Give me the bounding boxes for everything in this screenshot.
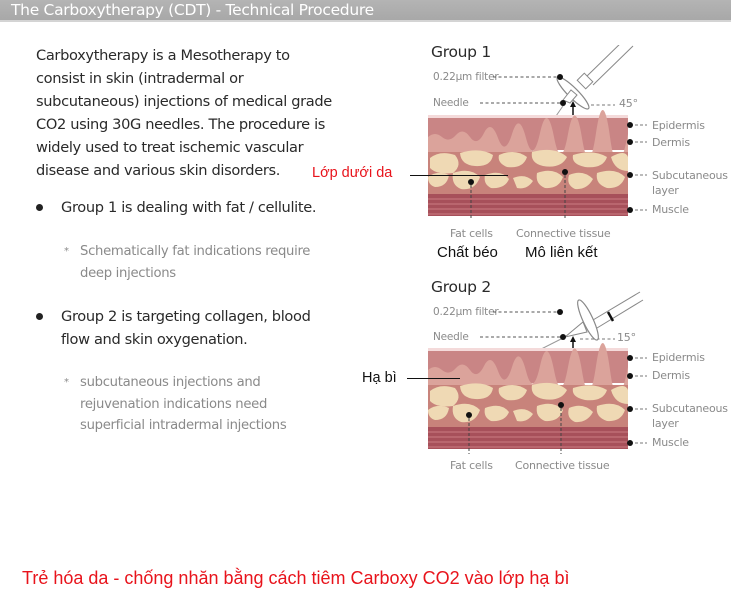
- footer-caption: Trẻ hóa da - chống nhăn bằng cách tiêm Carboxy CO2 vào lớp hạ bì: [22, 568, 570, 588]
- group1-muscle-label: Muscle: [652, 203, 689, 216]
- group1-subcutaneous-label-2: layer: [652, 184, 679, 197]
- group1-angle-label: 45°: [619, 97, 638, 110]
- group2-subcutaneous-label: Subcutaneous: [652, 402, 728, 415]
- bullet-text: Group 2 is targeting collagen, blood: [61, 308, 311, 325]
- group2-fat-cells-label: Fat cells: [450, 459, 493, 472]
- group1-fat-cells-label: Fat cells: [450, 227, 493, 240]
- asterisk-icon: *: [64, 246, 69, 257]
- bullet-text: Group 1 is dealing with fat / cellulite.: [61, 199, 317, 216]
- group1-connective-label: Connective tissue: [516, 227, 611, 240]
- group2-muscle-label: Muscle: [652, 436, 689, 449]
- group2-angle-label: 15°: [617, 331, 636, 344]
- group1-vn-subcutaneous-annotation: Lớp dưới da: [312, 165, 393, 181]
- group1-vn-fat-label: Chất béo: [437, 244, 498, 261]
- sub-bullet-text: Schematically fat indications require: [80, 244, 311, 259]
- group2-dermis-label: Dermis: [652, 369, 690, 382]
- sub-bullet-text: superficial intradermal injections: [80, 418, 287, 433]
- bullet-dot-icon: [36, 313, 43, 320]
- intro-line: widely used to treat ischemic vascular: [36, 139, 304, 156]
- group2-subcutaneous-label-2: layer: [652, 417, 679, 430]
- page-title: The Carboxytherapy (CDT) - Technical Procedure: [11, 1, 374, 19]
- asterisk-icon: *: [64, 377, 69, 388]
- group2-needle-label: Needle: [433, 331, 469, 343]
- intro-line: consist in skin (intradermal or: [36, 70, 244, 87]
- group2-epidermis-label: Epidermis: [652, 351, 705, 364]
- intro-paragraph: [36, 44, 396, 182]
- group1-annotation-line: [410, 175, 508, 176]
- group2-connective-label: Connective tissue: [515, 459, 610, 472]
- sub-bullet-text: rejuvenation indications need: [80, 396, 268, 412]
- group1-filter-label: 0.22µm filter: [433, 71, 499, 83]
- intro-line: subcutaneous) injections of medical grade: [36, 93, 332, 110]
- group1-dermis-label: Dermis: [652, 136, 690, 149]
- group1-epidermis-label: Epidermis: [652, 119, 705, 132]
- group2-title: Group 2: [431, 278, 491, 296]
- group2-annotation-line: [407, 378, 460, 379]
- group1-title: Group 1: [431, 43, 491, 61]
- sub-bullet-text: subcutaneous injections and: [80, 375, 261, 390]
- group2-vn-dermis-annotation: Hạ bì: [362, 370, 397, 386]
- intro-line: Carboxytherapy is a Mesotherapy to: [36, 47, 290, 64]
- bullet-dot-icon: [36, 204, 43, 211]
- intro-line: CO2 using 30G needles. The procedure is: [36, 116, 326, 133]
- bullet-text: flow and skin oxygenation.: [61, 331, 248, 348]
- group1-vn-connective-label: Mô liên kết: [525, 244, 598, 261]
- group2-filter-label: 0.22µm filter: [433, 306, 499, 318]
- header-bar: [0, 0, 731, 22]
- intro-line: disease and various skin disorders.: [36, 162, 281, 179]
- sub-bullet-text: deep injections: [80, 265, 176, 281]
- group2-skin-diagram: [425, 280, 731, 455]
- group1-subcutaneous-label: Subcutaneous: [652, 169, 728, 182]
- group1-needle-label: Needle: [433, 97, 469, 109]
